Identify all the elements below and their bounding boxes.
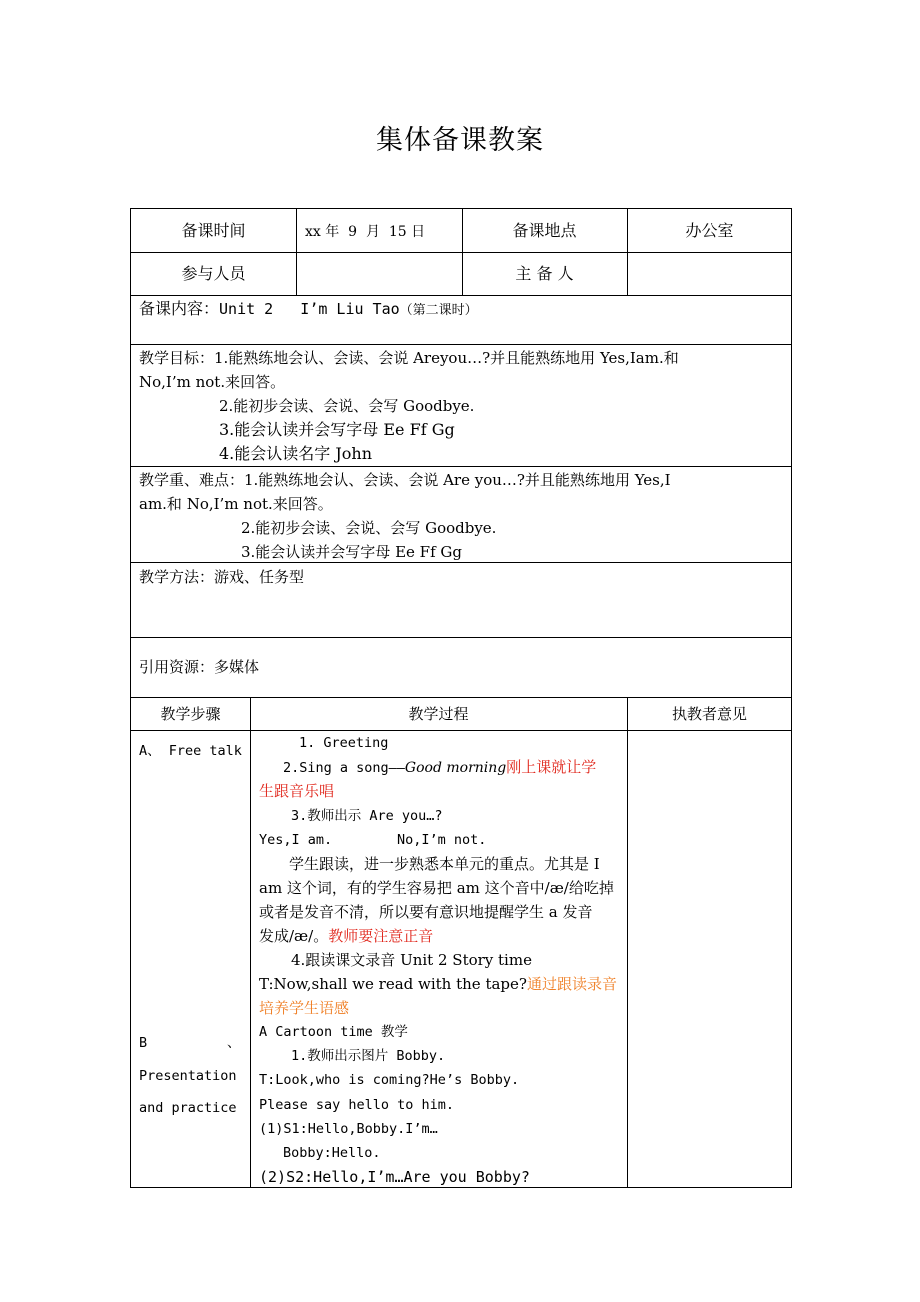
step-a: A、 Free talk bbox=[139, 743, 242, 759]
objectives-line-5: 4.能会认读名字 John bbox=[219, 444, 373, 463]
tape-question-text: T:Now,shall we read with the tape? bbox=[259, 975, 527, 993]
col-process-header: 教学过程 bbox=[408, 705, 469, 723]
col-opinion-header: 执教者意见 bbox=[671, 705, 747, 723]
step-b-comma: 、 bbox=[227, 1035, 241, 1051]
keypoints-line-1: 教学重、难点：1.能熟练地会认、会读、会说 Are you…?并且能熟练地用 Yes,I bbox=[139, 471, 671, 489]
page-title: 集体备课教案 bbox=[376, 125, 544, 156]
process-note-3: 或者是发音不清，所以要有意识地提醒学生 a 发音 bbox=[259, 903, 593, 921]
process-tape-question bbox=[259, 972, 617, 996]
step-b-letter: B bbox=[139, 1035, 148, 1051]
teaching-method: 教学方法：游戏、任务型 bbox=[139, 568, 305, 586]
process-dialog-1-reply: Bobby:Hello. bbox=[283, 1145, 381, 1161]
process-show-question: 3.教师出示 Are you…? bbox=[291, 808, 443, 824]
objectives-line-1: 教学目标：1.能熟练地会认、会读、会说 Areyou…?并且能熟练地用 Yes,Iam.和 bbox=[139, 349, 679, 367]
sing-text: 2.Sing a song—— bbox=[283, 760, 405, 776]
process-look: T:Look,who is coming?He’s Bobby. bbox=[259, 1072, 520, 1088]
tape-question-note: 通过跟读录音 bbox=[526, 975, 617, 993]
objectives-line-4: 3.能会认读并会写字母 Ee Ff Gg bbox=[219, 420, 455, 439]
song-title: Good morning bbox=[404, 760, 507, 776]
objectives-line-2: No,I’m not.来回答。 bbox=[139, 373, 286, 391]
sing-note-cont: 生跟音乐唱 bbox=[259, 782, 335, 800]
note-4-highlight: 教师要注意正音 bbox=[328, 927, 434, 945]
process-follow-tape: 4.跟读课文录音 Unit 2 Story time bbox=[291, 951, 532, 969]
lesson-plan-table bbox=[130, 208, 792, 1188]
sing-note: 刚上课就让学 bbox=[506, 758, 597, 776]
process-sing bbox=[283, 755, 596, 780]
prep-time-value: xx 年 9 月 15 日 bbox=[305, 224, 426, 240]
presenter-label: 主 备 人 bbox=[515, 264, 574, 283]
process-dialog-2: (2)S2:Hello,I’m…Are you Bobby? bbox=[259, 1168, 530, 1186]
process-show-bobby: 1.教师出示图片 Bobby. bbox=[291, 1048, 446, 1064]
process-note-1: 学生跟读，进一步熟悉本单元的重点。尤其是 I bbox=[289, 855, 600, 873]
note-4-text: 发成/æ/。 bbox=[259, 927, 329, 945]
content-label: 备课内容： bbox=[139, 299, 220, 318]
process-answer-yes: Yes,I am. bbox=[259, 832, 333, 848]
keypoints-line-2: am.和 No,I’m not.来回答。 bbox=[139, 495, 333, 513]
participants-label: 参与人员 bbox=[181, 264, 246, 283]
content-row bbox=[139, 297, 478, 323]
process-dialog-1: (1)S1:Hello,Bobby.I’m… bbox=[259, 1121, 438, 1137]
process-greeting: 1. Greeting bbox=[299, 735, 389, 751]
prep-place-label: 备课地点 bbox=[512, 221, 577, 240]
process-cartoon-time: A Cartoon time 教学 bbox=[259, 1024, 408, 1040]
keypoints-line-4: 3.能会认读并会写字母 Ee Ff Gg bbox=[241, 543, 462, 561]
step-b-line-3: and practice bbox=[139, 1100, 237, 1116]
keypoints-line-3: 2.能初步会读、会说、会写 Goodbye. bbox=[241, 519, 497, 537]
objectives-line-3: 2.能初步会读、会说、会写 Goodbye. bbox=[219, 397, 475, 415]
content-period: （第二课时） bbox=[399, 303, 478, 318]
step-b-line-2: Presentation bbox=[139, 1068, 237, 1084]
tape-question-note-cont: 培养学生语感 bbox=[259, 999, 350, 1017]
content-unit: Unit 2 I’m Liu Tao bbox=[219, 300, 400, 318]
resources: 引用资源：多媒体 bbox=[139, 658, 260, 676]
prep-time-label: 备课时间 bbox=[181, 221, 246, 240]
process-say-hello: Please say hello to him. bbox=[259, 1097, 455, 1113]
process-answer-no: No,I’m not. bbox=[397, 832, 487, 848]
prep-place-value: 办公室 bbox=[685, 221, 734, 240]
col-steps-header: 教学步骤 bbox=[160, 705, 221, 723]
process-note-2: am 这个词，有的学生容易把 am 这个音中/æ/给吃掉 bbox=[259, 879, 614, 897]
process-note-4 bbox=[259, 924, 433, 948]
